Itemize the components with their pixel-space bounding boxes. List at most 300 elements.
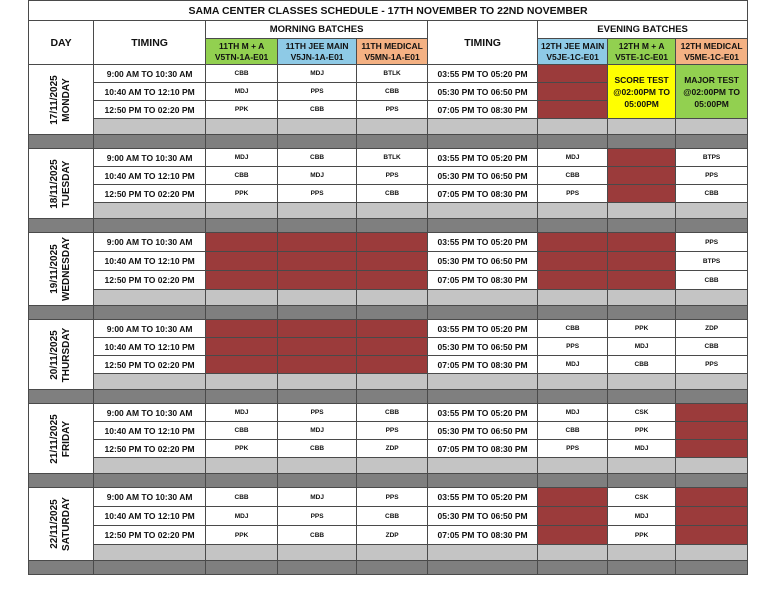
- blocked-cell: [676, 526, 748, 545]
- separator-cell: [676, 561, 748, 575]
- blocked-cell: [676, 404, 748, 422]
- class-cell: CSK: [608, 404, 676, 422]
- class-cell: BTLK: [357, 149, 428, 167]
- evening-time: 05:30 PM TO 06:50 PM: [428, 422, 538, 440]
- spacer-row: [29, 374, 748, 390]
- class-cell: CBB: [538, 422, 608, 440]
- batch-12th-ma: 12TH M + A V5TE-1C-E01: [608, 39, 676, 65]
- class-cell: PPS: [676, 167, 748, 185]
- class-cell: MDJ: [608, 440, 676, 458]
- schedule-row: [29, 167, 748, 185]
- separator-cell: [94, 474, 206, 488]
- evening-time: 05:30 PM TO 06:50 PM: [428, 83, 538, 101]
- empty-cell: [357, 545, 428, 561]
- morning-time: 10:40 AM TO 12:10 PM: [94, 507, 206, 526]
- blocked-cell: [278, 356, 357, 374]
- separator-cell: [357, 135, 428, 149]
- empty-cell: [206, 290, 278, 306]
- morning-time: 10:40 AM TO 12:10 PM: [94, 338, 206, 356]
- separator-row: [29, 474, 748, 488]
- class-cell: PPS: [357, 488, 428, 507]
- class-cell: MDJ: [608, 338, 676, 356]
- morning-time: 10:40 AM TO 12:10 PM: [94, 252, 206, 271]
- empty-cell: [676, 545, 748, 561]
- empty-cell: [428, 458, 538, 474]
- separator-cell: [428, 306, 538, 320]
- morning-time: 12:50 PM TO 02:20 PM: [94, 101, 206, 119]
- separator-cell: [608, 219, 676, 233]
- class-cell: CBB: [206, 167, 278, 185]
- schedule-row: [29, 404, 748, 422]
- class-cell: PPK: [608, 422, 676, 440]
- day-name: THURSDAY: [61, 327, 73, 382]
- schedule-row: [29, 356, 748, 374]
- class-cell: CBB: [278, 101, 357, 119]
- class-cell: PPK: [206, 440, 278, 458]
- evening-time: 03:55 PM TO 05:20 PM: [428, 233, 538, 252]
- evening-time: 07:05 PM TO 08:30 PM: [428, 185, 538, 203]
- morning-time: 9:00 AM TO 10:30 AM: [94, 233, 206, 252]
- batch-12th-medical: 12TH MEDICAL V5ME-1C-E01: [676, 39, 748, 65]
- class-cell: PPK: [206, 526, 278, 545]
- empty-cell: [94, 290, 206, 306]
- empty-cell: [94, 545, 206, 561]
- empty-cell: [608, 119, 676, 135]
- empty-cell: [538, 545, 608, 561]
- separator-cell: [357, 474, 428, 488]
- class-cell: CBB: [206, 65, 278, 83]
- morning-time: 9:00 AM TO 10:30 AM: [94, 488, 206, 507]
- class-cell: PPS: [676, 233, 748, 252]
- class-cell: MDJ: [278, 422, 357, 440]
- evening-time: 05:30 PM TO 06:50 PM: [428, 338, 538, 356]
- blocked-cell: [206, 271, 278, 290]
- class-cell: CBB: [357, 507, 428, 526]
- separator-cell: [608, 135, 676, 149]
- evening-batches-header: EVENING BATCHES: [538, 21, 748, 39]
- class-cell: PPS: [278, 507, 357, 526]
- class-cell: BTPS: [676, 149, 748, 167]
- empty-cell: [676, 203, 748, 219]
- morning-time: 12:50 PM TO 02:20 PM: [94, 440, 206, 458]
- day-label: [29, 404, 94, 474]
- class-cell: ZDP: [357, 440, 428, 458]
- class-cell: PPK: [608, 320, 676, 338]
- blocked-cell: [608, 185, 676, 203]
- separator-row: [29, 390, 748, 404]
- separator-cell: [676, 390, 748, 404]
- separator-cell: [94, 306, 206, 320]
- separator-cell: [538, 474, 608, 488]
- separator-cell: [206, 135, 278, 149]
- separator-cell: [94, 219, 206, 233]
- blocked-cell: [538, 65, 608, 83]
- schedule-row: [29, 252, 748, 271]
- empty-cell: [538, 374, 608, 390]
- blocked-cell: [206, 338, 278, 356]
- blocked-cell: [608, 167, 676, 185]
- separator-cell: [357, 219, 428, 233]
- empty-cell: [206, 458, 278, 474]
- batch-11th-ma: 11TH M + A V5TN-1A-E01: [206, 39, 278, 65]
- evening-time: 07:05 PM TO 08:30 PM: [428, 101, 538, 119]
- empty-cell: [94, 458, 206, 474]
- separator-cell: [608, 390, 676, 404]
- class-cell: MDJ: [206, 83, 278, 101]
- blocked-cell: [538, 507, 608, 526]
- morning-time: 9:00 AM TO 10:30 AM: [94, 320, 206, 338]
- separator-cell: [278, 561, 357, 575]
- class-cell: CBB: [676, 185, 748, 203]
- blocked-cell: [538, 271, 608, 290]
- evening-time: 03:55 PM TO 05:20 PM: [428, 149, 538, 167]
- class-cell: MDJ: [608, 507, 676, 526]
- empty-cell: [278, 458, 357, 474]
- class-cell: CBB: [206, 422, 278, 440]
- day-name: WEDNESDAY: [61, 236, 73, 302]
- blocked-cell: [538, 488, 608, 507]
- separator-cell: [676, 474, 748, 488]
- blocked-cell: [278, 233, 357, 252]
- empty-cell: [206, 119, 278, 135]
- morning-time: 9:00 AM TO 10:30 AM: [94, 149, 206, 167]
- blocked-cell: [538, 526, 608, 545]
- separator-cell: [608, 306, 676, 320]
- morning-time: 9:00 AM TO 10:30 AM: [94, 404, 206, 422]
- empty-cell: [608, 458, 676, 474]
- separator-cell: [538, 135, 608, 149]
- separator-cell: [94, 135, 206, 149]
- day-date: 19/11/2025: [49, 244, 61, 294]
- class-cell: PPS: [676, 356, 748, 374]
- blocked-cell: [357, 271, 428, 290]
- class-cell: MDJ: [538, 356, 608, 374]
- schedule-row: [29, 440, 748, 458]
- evening-time: 07:05 PM TO 08:30 PM: [428, 440, 538, 458]
- separator-cell: [608, 474, 676, 488]
- blocked-cell: [538, 83, 608, 101]
- class-cell: CBB: [357, 404, 428, 422]
- blocked-cell: [278, 320, 357, 338]
- separator-cell: [29, 219, 94, 233]
- day-label: [29, 65, 94, 135]
- score-test-cell: SCORE TEST @02:00PM TO 05:00PM: [608, 65, 676, 119]
- separator-cell: [29, 306, 94, 320]
- empty-cell: [538, 290, 608, 306]
- class-cell: PPS: [538, 338, 608, 356]
- class-cell: PPS: [278, 83, 357, 101]
- morning-time: 12:50 PM TO 02:20 PM: [94, 271, 206, 290]
- blocked-cell: [357, 356, 428, 374]
- evening-time: 03:55 PM TO 05:20 PM: [428, 65, 538, 83]
- evening-time: 07:05 PM TO 08:30 PM: [428, 526, 538, 545]
- schedule-row: [29, 422, 748, 440]
- morning-time: 12:50 PM TO 02:20 PM: [94, 526, 206, 545]
- day-label: [29, 488, 94, 561]
- empty-cell: [94, 374, 206, 390]
- timing-header: TIMING: [94, 21, 206, 65]
- separator-row: [29, 561, 748, 575]
- empty-cell: [608, 374, 676, 390]
- day-date: 22/11/2025: [49, 499, 61, 549]
- empty-cell: [278, 290, 357, 306]
- class-cell: PPK: [608, 526, 676, 545]
- separator-cell: [29, 390, 94, 404]
- class-cell: CBB: [357, 185, 428, 203]
- class-cell: MDJ: [278, 65, 357, 83]
- separator-cell: [278, 390, 357, 404]
- separator-cell: [206, 306, 278, 320]
- blocked-cell: [676, 440, 748, 458]
- spacer-row: [29, 545, 748, 561]
- class-cell: CBB: [538, 167, 608, 185]
- evening-time: 07:05 PM TO 08:30 PM: [428, 356, 538, 374]
- class-cell: CBB: [278, 526, 357, 545]
- empty-cell: [676, 290, 748, 306]
- separator-row: [29, 135, 748, 149]
- separator-cell: [206, 474, 278, 488]
- separator-cell: [29, 561, 94, 575]
- separator-cell: [94, 561, 206, 575]
- schedule-row: [29, 507, 748, 526]
- spacer-row: [29, 119, 748, 135]
- empty-cell: [206, 203, 278, 219]
- batch-11th-jee: 11TH JEE MAIN V5JN-1A-E01: [278, 39, 357, 65]
- blocked-cell: [206, 320, 278, 338]
- evening-time: 07:05 PM TO 08:30 PM: [428, 271, 538, 290]
- empty-cell: [428, 203, 538, 219]
- class-cell: MDJ: [206, 149, 278, 167]
- separator-cell: [676, 135, 748, 149]
- blocked-cell: [357, 338, 428, 356]
- evening-time: 05:30 PM TO 06:50 PM: [428, 507, 538, 526]
- schedule-row: [29, 233, 748, 252]
- separator-cell: [676, 306, 748, 320]
- empty-cell: [278, 545, 357, 561]
- separator-cell: [538, 219, 608, 233]
- blocked-cell: [357, 252, 428, 271]
- blocked-cell: [538, 252, 608, 271]
- separator-cell: [428, 219, 538, 233]
- class-cell: PPS: [538, 440, 608, 458]
- separator-cell: [357, 306, 428, 320]
- class-cell: PPS: [278, 185, 357, 203]
- blocked-cell: [278, 271, 357, 290]
- schedule-row: [29, 149, 748, 167]
- class-cell: BTLK: [357, 65, 428, 83]
- class-cell: PPS: [357, 422, 428, 440]
- class-cell: MDJ: [538, 149, 608, 167]
- day-label: [29, 320, 94, 390]
- class-cell: CBB: [608, 356, 676, 374]
- schedule-row: [29, 338, 748, 356]
- separator-row: [29, 219, 748, 233]
- separator-cell: [538, 561, 608, 575]
- morning-batches-header: MORNING BATCHES: [206, 21, 428, 39]
- blocked-cell: [608, 252, 676, 271]
- schedule-row: [29, 488, 748, 507]
- major-test-cell: MAJOR TEST @02:00PM TO 05:00PM: [676, 65, 748, 119]
- blocked-cell: [206, 252, 278, 271]
- empty-cell: [278, 119, 357, 135]
- empty-cell: [428, 374, 538, 390]
- empty-cell: [94, 203, 206, 219]
- blocked-cell: [278, 338, 357, 356]
- separator-cell: [29, 135, 94, 149]
- separator-cell: [428, 474, 538, 488]
- class-cell: ZDP: [676, 320, 748, 338]
- day-date: 20/11/2025: [49, 329, 61, 380]
- morning-time: 12:50 PM TO 02:20 PM: [94, 356, 206, 374]
- blocked-cell: [608, 233, 676, 252]
- morning-time: 10:40 AM TO 12:10 PM: [94, 167, 206, 185]
- schedule-row: [29, 185, 748, 203]
- separator-cell: [278, 135, 357, 149]
- blocked-cell: [357, 320, 428, 338]
- blocked-cell: [206, 233, 278, 252]
- class-cell: MDJ: [278, 167, 357, 185]
- empty-cell: [278, 203, 357, 219]
- separator-cell: [357, 561, 428, 575]
- separator-cell: [278, 306, 357, 320]
- morning-time: 10:40 AM TO 12:10 PM: [94, 422, 206, 440]
- day-name: MONDAY: [61, 77, 73, 122]
- schedule-row: [29, 65, 748, 83]
- class-cell: MDJ: [538, 404, 608, 422]
- empty-cell: [608, 203, 676, 219]
- separator-cell: [538, 390, 608, 404]
- day-date: 21/11/2025: [49, 413, 61, 464]
- separator-row: [29, 306, 748, 320]
- separator-cell: [206, 561, 278, 575]
- day-date: 18/11/2025: [49, 158, 61, 209]
- separator-cell: [29, 474, 94, 488]
- separator-cell: [676, 219, 748, 233]
- empty-cell: [357, 374, 428, 390]
- class-cell: CBB: [357, 83, 428, 101]
- class-cell: ZDP: [357, 526, 428, 545]
- morning-time: 10:40 AM TO 12:10 PM: [94, 83, 206, 101]
- morning-time: 12:50 PM TO 02:20 PM: [94, 185, 206, 203]
- empty-cell: [428, 290, 538, 306]
- morning-time: 9:00 AM TO 10:30 AM: [94, 65, 206, 83]
- empty-cell: [357, 203, 428, 219]
- empty-cell: [676, 119, 748, 135]
- blocked-cell: [676, 422, 748, 440]
- separator-cell: [608, 561, 676, 575]
- blocked-cell: [538, 233, 608, 252]
- day-name: FRIDAY: [61, 420, 73, 457]
- empty-cell: [538, 203, 608, 219]
- spacer-row: [29, 458, 748, 474]
- schedule-row: [29, 320, 748, 338]
- empty-cell: [676, 374, 748, 390]
- empty-cell: [206, 374, 278, 390]
- day-header: DAY: [29, 21, 94, 65]
- empty-cell: [94, 119, 206, 135]
- empty-cell: [278, 374, 357, 390]
- blocked-cell: [676, 507, 748, 526]
- day-name: TUESDAY: [61, 160, 73, 207]
- class-cell: BTPS: [676, 252, 748, 271]
- empty-cell: [428, 545, 538, 561]
- day-label: [29, 149, 94, 219]
- empty-cell: [608, 545, 676, 561]
- separator-cell: [428, 135, 538, 149]
- empty-cell: [538, 119, 608, 135]
- schedule-row: [29, 271, 748, 290]
- evening-time: 05:30 PM TO 06:50 PM: [428, 252, 538, 271]
- spacer-row: [29, 290, 748, 306]
- class-cell: PPK: [206, 101, 278, 119]
- schedule-row: [29, 526, 748, 545]
- blocked-cell: [676, 488, 748, 507]
- empty-cell: [357, 119, 428, 135]
- blocked-cell: [538, 101, 608, 119]
- evening-time: 03:55 PM TO 05:20 PM: [428, 488, 538, 507]
- class-cell: CBB: [206, 488, 278, 507]
- class-cell: CSK: [608, 488, 676, 507]
- batch-12th-jee: 12TH JEE MAIN V5JE-1C-E01: [538, 39, 608, 65]
- class-cell: PPS: [538, 185, 608, 203]
- separator-cell: [428, 561, 538, 575]
- class-cell: CBB: [676, 271, 748, 290]
- separator-cell: [428, 390, 538, 404]
- blocked-cell: [608, 149, 676, 167]
- class-cell: PPS: [357, 167, 428, 185]
- blocked-cell: [357, 233, 428, 252]
- class-cell: CBB: [676, 338, 748, 356]
- class-cell: CBB: [538, 320, 608, 338]
- separator-cell: [94, 390, 206, 404]
- empty-cell: [357, 458, 428, 474]
- empty-cell: [538, 458, 608, 474]
- empty-cell: [357, 290, 428, 306]
- empty-cell: [676, 458, 748, 474]
- day-name: SATURDAY: [61, 497, 73, 551]
- blocked-cell: [206, 356, 278, 374]
- class-cell: MDJ: [206, 507, 278, 526]
- empty-cell: [206, 545, 278, 561]
- class-cell: PPS: [357, 101, 428, 119]
- spacer-row: [29, 203, 748, 219]
- evening-time: 03:55 PM TO 05:20 PM: [428, 320, 538, 338]
- class-cell: CBB: [278, 440, 357, 458]
- empty-cell: [428, 119, 538, 135]
- separator-cell: [206, 219, 278, 233]
- separator-cell: [206, 390, 278, 404]
- empty-cell: [608, 290, 676, 306]
- evening-time: 03:55 PM TO 05:20 PM: [428, 404, 538, 422]
- day-date: 17/11/2025: [49, 74, 61, 125]
- day-label: [29, 233, 94, 306]
- separator-cell: [278, 219, 357, 233]
- evening-timing-header: TIMING: [428, 21, 538, 65]
- separator-cell: [357, 390, 428, 404]
- separator-cell: [538, 306, 608, 320]
- class-cell: PPK: [206, 185, 278, 203]
- class-cell: MDJ: [278, 488, 357, 507]
- evening-time: 05:30 PM TO 06:50 PM: [428, 167, 538, 185]
- class-cell: MDJ: [206, 404, 278, 422]
- blocked-cell: [608, 271, 676, 290]
- blocked-cell: [278, 252, 357, 271]
- batch-11th-medical: 11TH MEDICAL V5MN-1A-E01: [357, 39, 428, 65]
- schedule-table: [28, 0, 748, 575]
- class-cell: CBB: [278, 149, 357, 167]
- class-cell: PPS: [278, 404, 357, 422]
- separator-cell: [278, 474, 357, 488]
